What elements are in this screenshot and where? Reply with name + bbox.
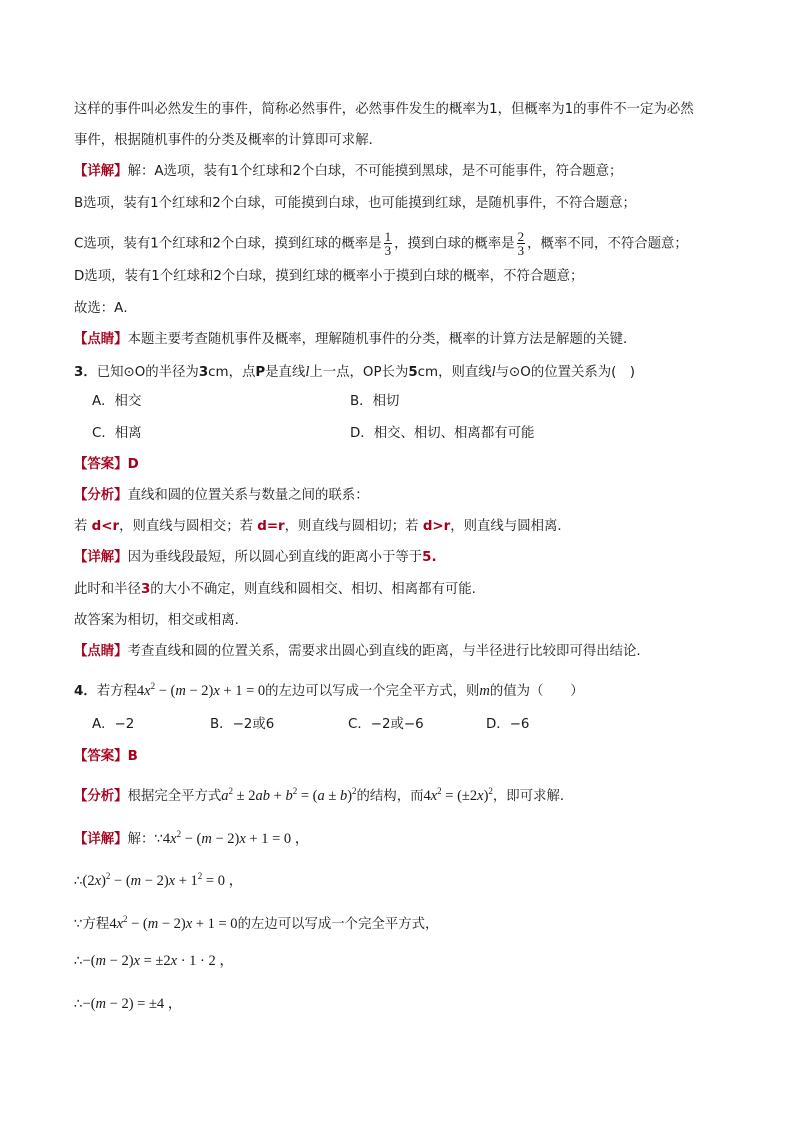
stem-part: 是直线 xyxy=(265,365,306,380)
q4-option-c: C．−2或−6 xyxy=(348,717,424,732)
analysis-text: 的结构，而 xyxy=(356,789,424,804)
q4-detail-step-4 xyxy=(74,951,234,972)
detail-text: 解：A选项，装有1个红球和2个白球，不可能摸到黑球，是不可能事件，符合题意； xyxy=(127,164,623,179)
step-formula: $(2x)^2 - (m - 2)x + 1^2 = 0$ ， xyxy=(82,871,244,889)
variable-m: m xyxy=(479,683,490,699)
relation-d-equal-r: d=r xyxy=(257,519,285,534)
detail-number: 5 xyxy=(422,550,432,565)
fraction-one-third xyxy=(384,230,393,257)
stem-part: 与⊙O的位置关系为( ) xyxy=(495,365,636,380)
q2-detail-c xyxy=(74,230,688,257)
frac-den: 3 xyxy=(517,243,525,258)
stem-part: cm，点 xyxy=(208,365,256,380)
comment-text: 考查直线和圆的位置关系，需要求出圆心到直线的距离，与半径进行比较即可得出结论. xyxy=(127,644,641,659)
analysis-text: 直线和圆的位置关系与数量之间的联系： xyxy=(127,488,369,503)
q2-detail-a xyxy=(74,162,622,182)
detail-c-text-3: ，概率不同，不符合题意； xyxy=(527,236,688,252)
q2-detail-d: D选项，装有1个红球和2个白球，摸到红球的概率小于摸到白球的概率，不符合题意； xyxy=(74,269,584,284)
stem-op-length: 5 xyxy=(408,365,418,380)
q4-answer xyxy=(74,747,138,767)
q3-detail-2 xyxy=(74,580,476,600)
stem-part: 的值为（ ） xyxy=(489,684,584,699)
detail-c-text-2: ，摸到白球的概率是 xyxy=(394,236,515,252)
detail-text: 因为垂线段最短，所以圆心到直线的距离小于等于 xyxy=(127,550,423,565)
q3-stem xyxy=(74,362,635,383)
q3-option-c: C．相离 xyxy=(92,426,142,441)
relation-d-greater-r: d>r xyxy=(422,519,451,534)
analysis-text: 根据完全平方式 xyxy=(127,789,222,804)
intro-line-1: 这样的事件叫必然发生的事件，简称必然事件，必然事件发生的概率为1，但概率为1的事件不一定为必然 xyxy=(74,102,694,117)
comment-text: 本题主要考查随机事件及概率，理解随机事件的分类，概率的计算方法是解题的关键． xyxy=(127,332,637,347)
q2-choose: 故选：A． xyxy=(74,301,137,316)
q3-detail-3: 故答案为相切，相交或相离. xyxy=(74,613,239,628)
detail-text: 的左边可以写成一个完全平方式， xyxy=(237,917,439,932)
q3-comment xyxy=(74,642,641,662)
answer-tag: 【答案】 xyxy=(74,457,128,472)
frac-den: 3 xyxy=(384,243,392,258)
stem-part: 上一点，OP长为 xyxy=(309,365,409,380)
q4-option-b: B．−2或6 xyxy=(210,717,275,732)
stem-point: P xyxy=(255,365,266,380)
detail-number: 3 xyxy=(140,582,151,597)
step-formula: $4x^2 - (m - 2)x + 1 = 0$ ， xyxy=(162,829,310,847)
detail-tag: 【详解】 xyxy=(74,550,128,565)
analysis-tag: 【分析】 xyxy=(74,789,128,804)
q4-detail-step-3 xyxy=(74,909,438,935)
q2-detail-b: B选项，装有1个红球和2个白球，可能摸到白球，也可能摸到红球，是随机事件，不符合题意； xyxy=(74,196,636,211)
q2-comment xyxy=(74,330,636,350)
relation-d-less-r: d<r xyxy=(91,519,120,534)
stem-part: 的左边可以写成一个完全平方式，则 xyxy=(265,684,480,699)
stem-part: 已知⊙O的半径为 xyxy=(96,365,199,380)
frac-num: 1 xyxy=(384,229,392,244)
stem-part: cm，则直线 xyxy=(417,365,492,380)
q3-detail-1: 【详解】因为垂线段最短，所以圆心到直线的距离小于等于5. xyxy=(74,550,437,565)
relation-text: ，则直线与圆相交；若 xyxy=(119,519,258,534)
q3-answer xyxy=(74,455,139,475)
detail-tag: 【详解】 xyxy=(74,164,128,179)
detail-c-text-1: C选项，装有1个红球和2个白球，摸到红球的概率是 xyxy=(74,236,382,252)
intro-line-2: 事件，根据随机事件的分类及概率的计算即可求解． xyxy=(74,133,382,148)
q4-analysis xyxy=(74,781,573,807)
q4-detail-step-5 xyxy=(74,994,182,1015)
q4-option-d: D．−6 xyxy=(486,717,530,732)
therefore-symbol: ∴ xyxy=(74,997,83,1012)
therefore-symbol: ∴ xyxy=(74,954,83,969)
q3-relations xyxy=(74,517,571,537)
comment-tag: 【点睛】 xyxy=(74,332,128,347)
analysis-text: ，即可求解． xyxy=(492,789,574,804)
fraction-two-thirds xyxy=(517,230,526,257)
answer-tag: 【答案】 xyxy=(74,749,128,764)
answer-value: D xyxy=(127,457,139,472)
comment-tag: 【点睛】 xyxy=(74,644,128,659)
frac-num: 2 xyxy=(517,229,525,244)
detail-tag: 【详解】 xyxy=(74,832,128,847)
relation-text: 若 xyxy=(74,519,92,534)
question-number: 4． xyxy=(74,684,97,699)
stem-radius: 3 xyxy=(198,365,209,380)
q3-analysis xyxy=(74,486,369,506)
q4-detail-step-1 xyxy=(74,824,309,850)
q4-option-a: A．−2 xyxy=(92,717,135,732)
q3-option-a: A．相交 xyxy=(92,394,142,409)
step-formula: $4x^2 - (m - 2)x + 1 = 0$ xyxy=(109,914,238,932)
q3-option-d: D．相交、相切、相离都有可能 xyxy=(350,426,535,441)
detail-text: 的大小不确定，则直线和圆相交、相切、相离都有可能. xyxy=(150,582,476,597)
stem-part: 若方程 xyxy=(96,684,137,699)
relation-text: ，则直线与圆相离． xyxy=(450,519,571,534)
step-formula: −(m − 2)x = ±2x · 1 · 2 ， xyxy=(82,953,234,969)
relation-text: ，则直线与圆相切；若 xyxy=(284,519,423,534)
detail-text: 解：∵ xyxy=(127,832,163,847)
q3-option-b: B．相切 xyxy=(350,394,400,409)
question-number: 3． xyxy=(74,365,97,380)
step-formula: −(m − 2) = ±4 ， xyxy=(82,996,183,1012)
q4-detail-step-2 xyxy=(74,866,243,892)
formula-4x2: $4x^2 = (\pm 2x)^2$ xyxy=(423,786,493,804)
equation-formula: $4x^2 - (m - 2)x + 1 = 0$ xyxy=(136,681,266,699)
detail-text: 此时和半径 xyxy=(74,582,141,597)
q4-stem xyxy=(74,676,584,702)
analysis-tag: 【分析】 xyxy=(74,488,128,503)
therefore-symbol: ∴ xyxy=(74,874,83,889)
perfect-square-formula: $a^2 \pm 2ab + b^2 = (a \pm b)^2$ xyxy=(221,786,357,804)
stem-line-var: l xyxy=(305,364,310,380)
stem-line-var: l xyxy=(491,364,496,380)
detail-text: ∵方程 xyxy=(74,917,110,932)
answer-value: B xyxy=(127,749,138,764)
